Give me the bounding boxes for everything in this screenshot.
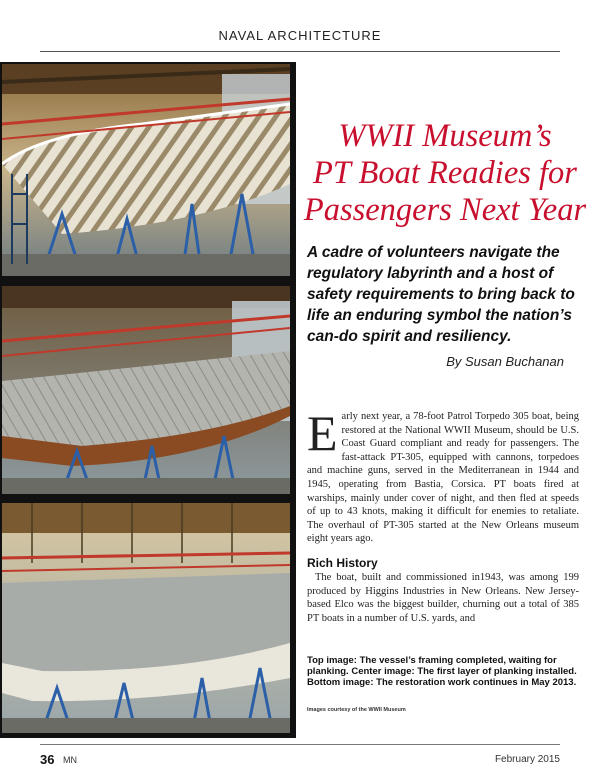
photo-boat-framing xyxy=(2,64,290,276)
subhead-rich-history: Rich History xyxy=(307,556,378,570)
section-label: NAVAL ARCHITECTURE xyxy=(218,28,382,43)
magazine-name: MN xyxy=(63,755,77,765)
page-number: 36 xyxy=(40,752,55,767)
photo-caption: Top image: The vessel’s framing completed, waiting for planking. Center image: The first layer of planking installed. Bottom image: The restoration work continues in May 2013. xyxy=(307,655,577,688)
title-line-2: PT Boat Readies for xyxy=(313,155,577,191)
footer-rule xyxy=(40,744,560,745)
body-paragraph-1 xyxy=(307,405,579,546)
photo-boat-planking xyxy=(2,286,290,494)
issue-date: February 2015 xyxy=(494,754,560,765)
title-line-3: Passengers Next Year xyxy=(303,192,587,228)
photo-boat-restoration xyxy=(2,503,290,733)
photo-credit: Images courtesy of the WWII Museum xyxy=(307,707,406,713)
title-line-1: WWII Museum’s xyxy=(338,118,552,154)
article-deck: A cadre of volunteers navigate the regulatory labyrinth and a host of safety requirements to bring back to life an enduring symbol the nation’s can-do spirit and resiliency. xyxy=(307,244,575,345)
article-title xyxy=(300,118,590,229)
body-paragraph-1-text: arly next year, a 78-foot Patrol Torpedo 305 boat, being restored at the National WWII Museum, should be U.S. Coast Guard compliant and ready for passengers. The fast-attack PT-305, equipped with cannons, torpedoes and machine guns, served in the Mediterranean in 1944 and 1945, operating from Bastia, Corsica. PT boats fired at warships, mainly under cover of night, and then fled at speeds of up to 43 knots, making it difficult for enemies to retaliate. The overhaul of PT-305 started at the New Orleans museum eight years ago. xyxy=(307,411,579,545)
drop-cap: E xyxy=(307,405,338,461)
byline: By Susan Buchanan xyxy=(446,354,564,369)
body-paragraph-2: The boat, built and commissioned in1943, was among 199 produced by Higgins Industries in New Orleans. New Jersey-based Elco was the biggest builder, churning out a total of 385 PT boats in a number of U.S. yards, and xyxy=(307,572,579,624)
header-rule xyxy=(40,51,560,52)
